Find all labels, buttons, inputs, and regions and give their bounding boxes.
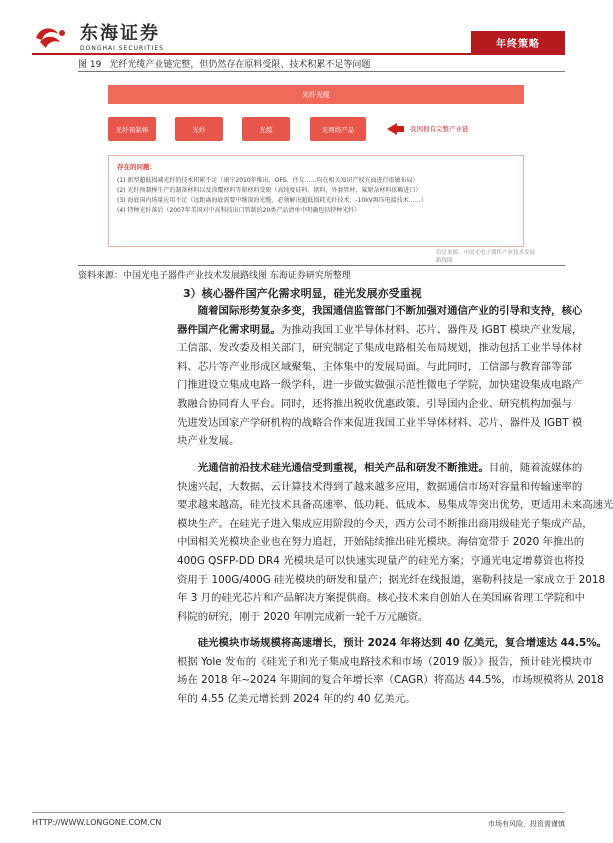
footer-disclaimer: 市场有风险，投资需谨慎 <box>488 820 565 828</box>
paragraph-line: 工信部、发改委及相关部门，研究制定了集成电路相关布局规划，推动包括工业半导体材 <box>177 342 583 355</box>
paragraph-line: 科院的研究，刚于 2020 年刚完成新一轮千万元融资。 <box>177 610 429 623</box>
paragraph-silicon-photonics <box>177 459 613 626</box>
figure-caption <box>78 57 370 70</box>
paragraph-line: 快速兴起，大数据、云计算技术得到了越来越多应用，数据通信市场对容量和传输速率的 <box>177 480 583 493</box>
paragraph-line: 模块生产。在硅光子进入集成应用阶段的今天，西方公司不断推出商用级硅光子集成产品， <box>177 517 593 530</box>
source-divider <box>78 265 565 266</box>
bold-lead: 光通信前沿技术硅光通信受到重视，相关产品和研发不断推进。 <box>177 462 489 474</box>
figure-source-note: 信息来源：中国光电子器件产业技术发展路线图 <box>436 250 536 264</box>
problem-item: (1) 新型超低损减光纤的技术积累不足（康宁2010年推出，OFS、住友……均在相关知识产权方面进行很敏布局） <box>117 177 419 184</box>
problems-box <box>108 155 524 247</box>
report-type-tag: 年终策略 <box>471 31 565 53</box>
figure-number: 图 19 <box>78 60 102 70</box>
paragraph-line: 中国相关光模块企业也在努力追赶，开始陆续推出硅光模块。海信宽带于 2020 年推出的 <box>177 536 585 549</box>
paragraph-line: 要求越来越高，硅光技术具备高速率、低功耗、低成本、易集成等突出优势，更适用未来高速光 <box>177 499 613 512</box>
paragraph-line: 块产业发展。 <box>177 435 240 448</box>
chain-box-cable: 光缆 <box>242 117 290 141</box>
paragraph-line: 料、芯片等产业形成区域聚集、主体集中的发展局面。与此同时，工信部与教育部等部 <box>177 360 572 373</box>
footer-website: HTTP://WWW.LONGONE.COM.CN <box>32 818 162 827</box>
footer-divider <box>32 812 565 813</box>
company-logo <box>32 24 164 52</box>
arrow-shaft <box>396 126 404 132</box>
paragraph-market-size <box>177 634 608 708</box>
paragraph-line: 门推进设立集成电路一级学科，进一步做实做强示范性微电子学院，加快建设集成电路产 <box>177 379 583 392</box>
paragraph-line: 年 3 月的硅光芯片和产品解决方案提供商。核心技术来自创始人在美国麻省理工学院和中 <box>177 592 586 605</box>
header-divider <box>32 53 565 55</box>
arrow-label: 我国拥有完整产业链 <box>410 125 469 133</box>
caption-divider <box>78 71 565 72</box>
paragraph-line: 年的 4.55 亿美元增长到 2024 年的约 40 亿美元。 <box>177 692 416 705</box>
problem-item: (2) 光纤预制棒生产的制备材料以及涂覆材料等原材料受限（高纯度硅料、锗料、外套管材，氟原杂材料依赖进口） <box>117 187 422 194</box>
paragraph-line: 400G QSFP-DD DR4 光模块是可以快速实现量产的硅光方案；亨通光电定增募资也将投 <box>177 554 585 567</box>
paragraph-line: 资用于 100G/400G 硅光模块的研发和量产；据光纤在线报道，塞勒科技是一家成立于 2018 <box>177 573 606 586</box>
paragraph-line: 光通信前沿技术硅光通信受到重视，相关产品和研发不断推进。目前，随着流媒体的 <box>177 462 583 474</box>
donghai-logo-icon <box>32 24 76 52</box>
paragraph-policy <box>177 302 583 451</box>
paragraph-line: 器件国产化需求明显。为推动我国工业半导体材料、芯片、器件及 IGBT 模块产业发展， <box>177 323 583 336</box>
chain-box-network-products: 光网络产品 <box>310 117 366 141</box>
logo-chinese-name: 东海证券 <box>80 22 160 44</box>
paragraph-line <box>177 302 583 321</box>
figure-top-bar: 光纤光缆 <box>108 85 524 104</box>
logo-english-name: DONGHAI SECURITIES <box>80 44 164 52</box>
problems-title: 存在的问题： <box>117 163 156 171</box>
bold-lead: 随着国际形势复杂多变，我国通信监管部门不断加强对通信产业的引导和支持，核心 <box>177 305 583 317</box>
section-heading: 3）核心器件国产化需求明显，硅光发展亦受重视 <box>183 287 422 300</box>
chain-box-preform: 光纤预制棒 <box>108 117 156 141</box>
paragraph-line <box>177 634 608 653</box>
problem-item: (4) 特种光纤落后（2007年美国对中高科技出口管制的20类产品清单中明确包括特种光纤） <box>117 207 361 214</box>
bold-lead: 器件国产化需求明显。 <box>177 323 281 336</box>
chain-box-fiber: 光纤 <box>175 117 223 141</box>
paragraph-line: 根据 Yole 发布的《硅光子和光子集成电路技术和市场（2019 版）》报告，预计硅光模块市 <box>177 655 593 668</box>
industry-chain-figure <box>98 80 538 264</box>
bold-lead: 硅光模块市场规模将高速增长，预计 2024 年将达到 40 亿美元，复合增速达 44.5%。 <box>177 637 608 649</box>
data-source: 资料来源：中国光电子器件产业技术发展路线图 东海证券研究所整理 <box>78 271 351 281</box>
figure-title: 光纤光缆产业链完整，但仍然存在原料受限、技术积累不足等问题 <box>109 60 371 70</box>
paragraph-line: 教融合协同育人平台。同时，还将推出税收优惠政策、引导国内企业、研究机构加强与 <box>177 397 572 410</box>
problem-item: (3) 海底国内场量应用不足（远距离海底需要中继深海光缆，必须解决超低损耗光纤技术、-10kV再压电接技术……） <box>117 197 427 204</box>
paragraph-line: 场在 2018 年~2024 年期间的复合年增长率（CAGR）将高达 44.5%，市场规模将从 2018 <box>177 674 604 687</box>
paragraph-line: 先进发达国家产学研机构的战略合作来促进我国工业半导体材料、芯片、器件及 IGBT 模 <box>177 416 583 429</box>
